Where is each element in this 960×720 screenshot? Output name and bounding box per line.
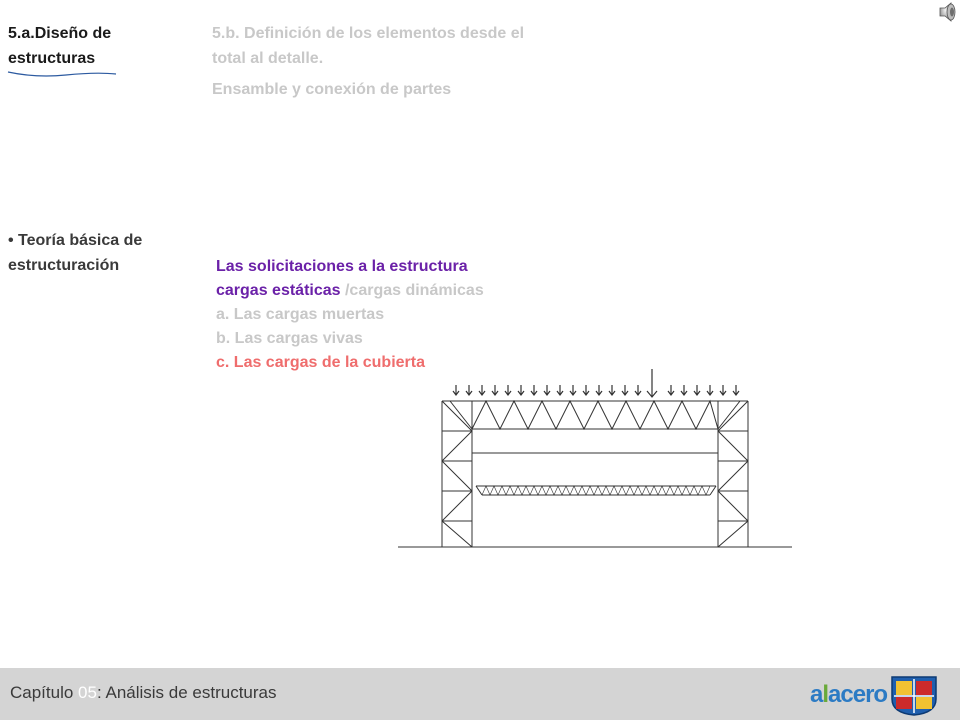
footer-chapter-title — [10, 683, 277, 703]
loads-list — [216, 255, 536, 375]
section-subtitle: Ensamble y conexión de partes — [212, 81, 452, 98]
dead-loads: a. Las cargas muertas — [216, 306, 385, 323]
chapter-number: 05 — [78, 683, 97, 702]
handwritten-underline — [6, 68, 118, 80]
footer-prefix: Capítulo — [10, 683, 79, 702]
roof-loads: c. Las cargas de la cubierta — [216, 354, 425, 371]
section-title-right: 5.b. Definición de los elementos desde el total al detalle. — [212, 25, 525, 67]
live-loads: b. Las cargas vivas — [216, 330, 363, 347]
bullet-text: Teoría básica de estructuración — [8, 232, 143, 274]
university-crest-icon — [888, 673, 940, 717]
alacero-logo: alacero — [810, 681, 888, 708]
dynamic-loads: /cargas dinámicas — [340, 282, 484, 299]
truss-structure-diagram — [390, 365, 800, 555]
section-title-left: 5.a.Diseño de estructuras — [8, 25, 112, 67]
bullet-dot: • — [8, 232, 19, 249]
loads-heading: Las solicitaciones a la estructura — [216, 258, 468, 275]
speaker-icon[interactable] — [936, 0, 960, 24]
static-loads: cargas estáticas — [216, 282, 341, 299]
loads-types — [216, 279, 536, 303]
footer-suffix: : Análisis de estructuras — [96, 683, 277, 702]
bullet-item — [8, 228, 178, 278]
